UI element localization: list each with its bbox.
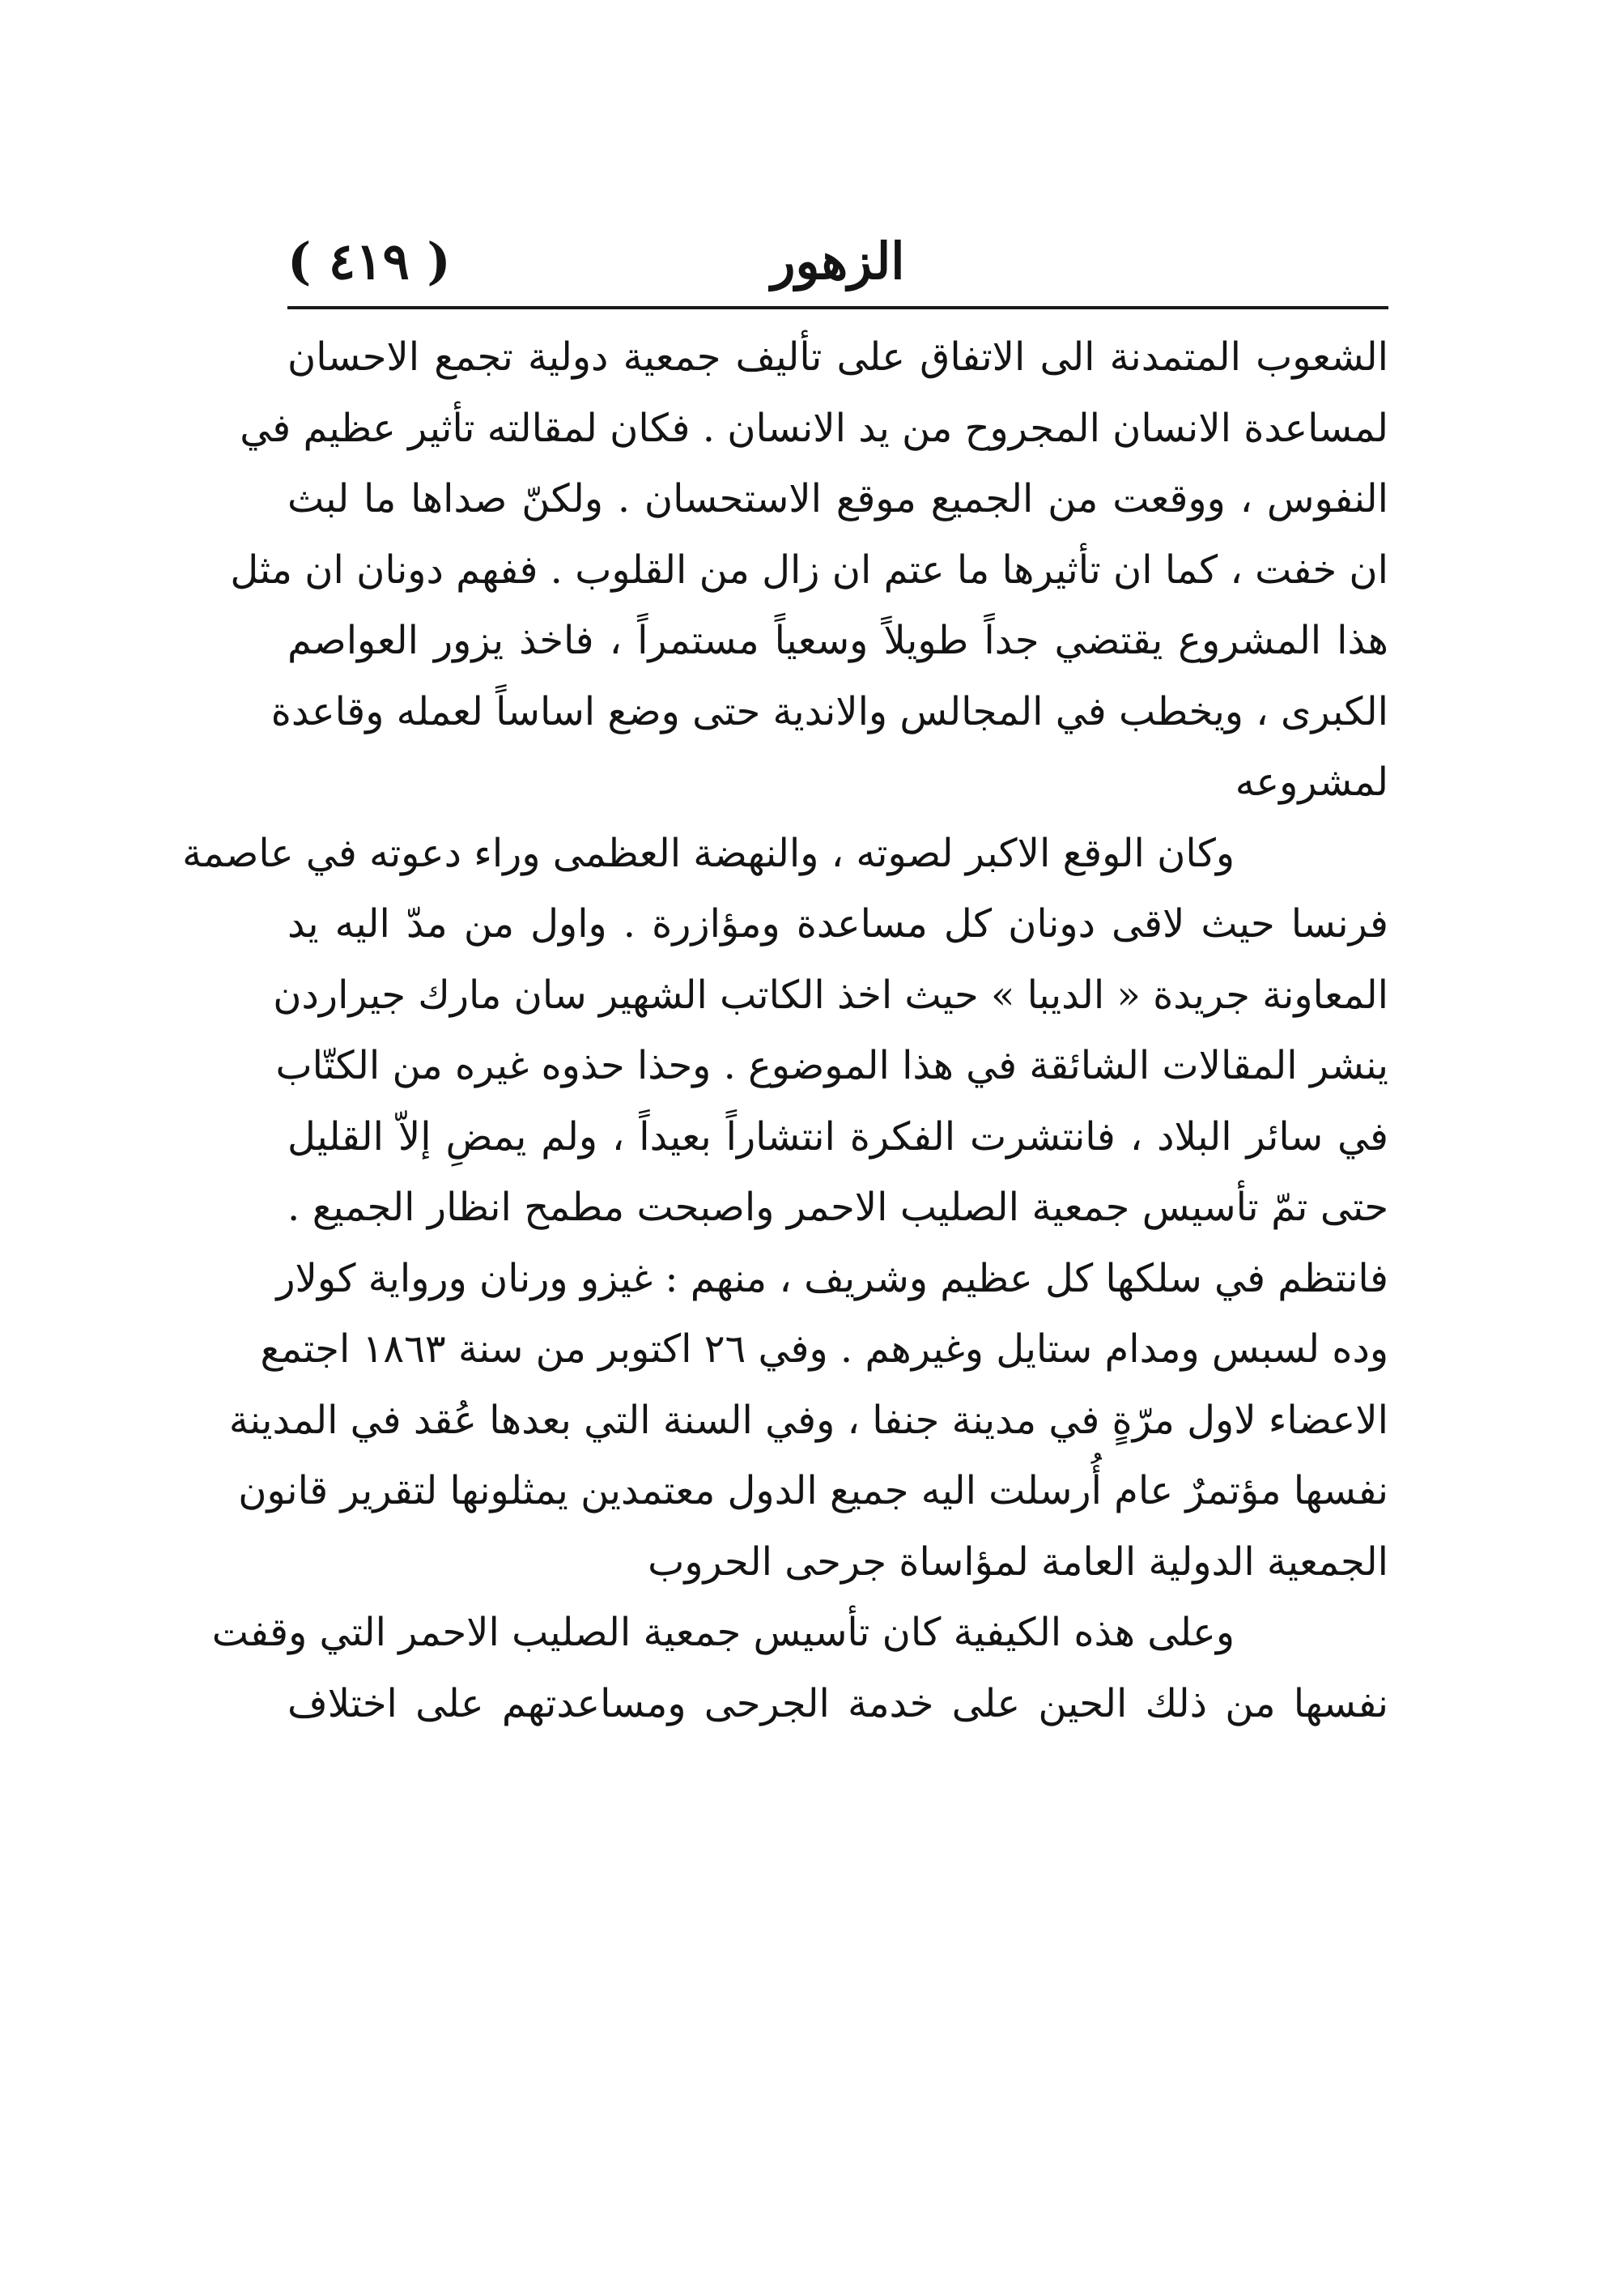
text-line: وعلى هذه الكيفية كان تأسيس جمعية الصليب الاحمر التي وقفت [211,1610,1235,1655]
body-text [182,322,1388,1739]
text-line: وده لسبس ومدام ستايل وغيرهم . وفي ٢٦ اكتوبر من سنة ١٨٦٣ اجتمع [260,1326,1388,1372]
text-line: الشعوب المتمدنة الى الاتفاق على تأليف جمعية دولية تجمع الاحسان [287,334,1388,380]
text-line: لمساعدة الانسان المجروح من يد الانسان . فكان لمقالته تأثير عظيم في [240,405,1388,451]
running-title: الزهور [771,232,905,291]
text-line: ينشر المقالات الشائقة في هذا الموضوع . وحذا حذوه غيره من الكتّاب [275,1043,1388,1088]
header-rule [287,306,1388,309]
text-line: لمشروعه [1235,760,1388,805]
text-line: في سائر البلاد ، فانتشرت الفكرة انتشاراً بعيداً ، ولم يمضِ إلاّ القليل [287,1113,1388,1160]
text-line: فانتظم في سلكها كل عظيم وشريف ، منهم : غيزو ورنان ورواية كولار [276,1255,1388,1301]
text-line: نفسها مؤتمرٌ عام أُرسلت اليه جميع الدول معتمدين يمثلونها لتقرير قانون [238,1468,1388,1513]
text-line: ان خفت ، كما ان تأثيرها ما عتم ان زال من القلوب . ففهم دونان ان مثل [230,547,1388,593]
text-line: نفسها من ذلك الحين على خدمة الجرحى ومساعدتهم على اختلاف [287,1680,1388,1726]
text-line: حتى تمّ تأسيس جمعية الصليب الاحمر واصبحت مطمح انظار الجميع . [287,1185,1388,1230]
text-line: وكان الوقع الاكبر لصوته ، والنهضة العظمى وراء دعوته في عاصمة [182,830,1235,876]
text-line: الاعضاء لاول مرّةٍ في مدينة جنفا ، وفي السنة التي بعدها عُقد في المدينة [228,1397,1388,1443]
text-line: الجمعية الدولية العامة لمؤاساة جرحى الحروب [648,1539,1388,1585]
text-line: النفوس ، ووقعت من الجميع موقع الاستحسان . ولكنّ صداها ما لبث [287,476,1388,521]
page-header [287,217,1388,306]
text-line: المعاونة جريدة « الديبا » حيث اخذ الكاتب الشهير سان مارك جيراردن [273,972,1388,1018]
page-number: ( ٤١٩ ) [287,232,451,291]
text-line: الكبرى ، ويخطب في المجالس والاندية حتى وضع اساساً لعمله وقاعدة [270,688,1388,734]
text-line: فرنسا حيث لاقى دونان كل مساعدة ومؤازرة . واول من مدّ اليه يد [287,901,1388,947]
text-line: هذا المشروع يقتضي جداً طويلاً وسعياً مستمراً ، فاخذ يزور العواصم [287,618,1388,663]
